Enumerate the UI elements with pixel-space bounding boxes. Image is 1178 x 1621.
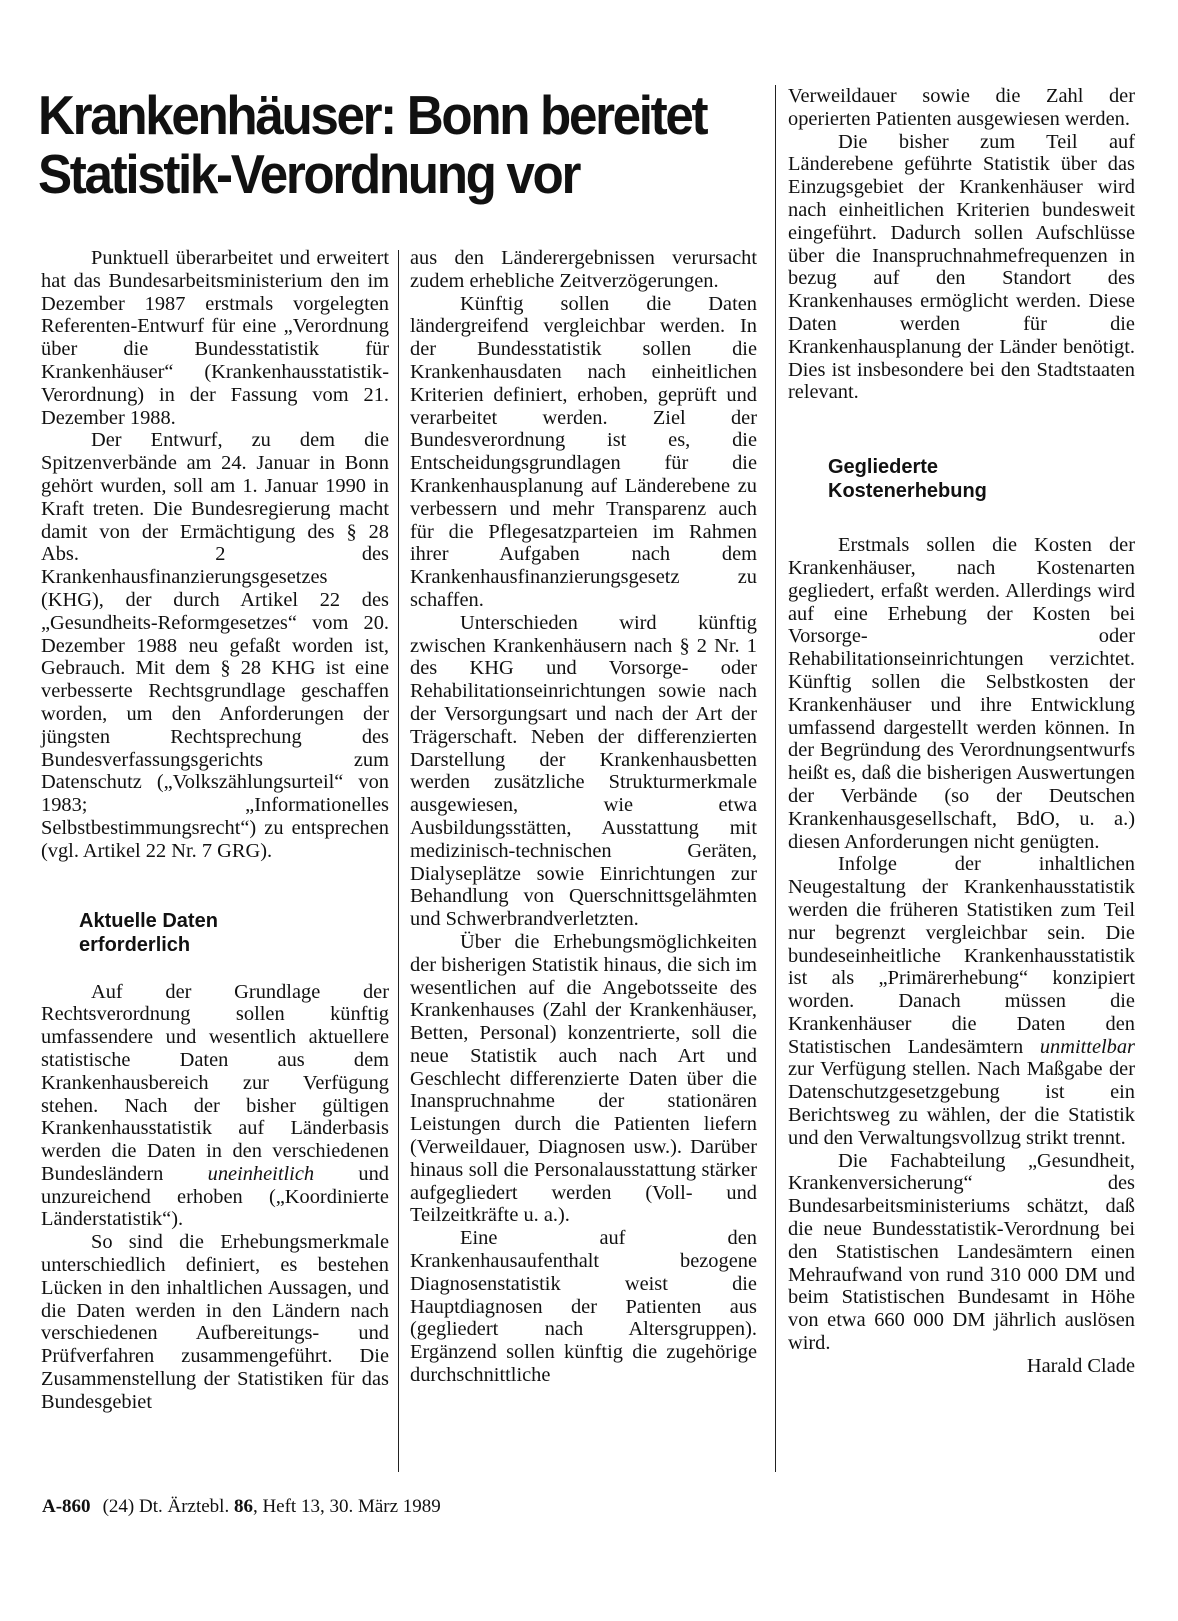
- paragraph-text: Infolge der inhaltlichen Neugestaltung der Krankenhausstatistik werden die früheren Statistiken zum Teil nur begrenzt vergleichbar sein. Die bundeseinheitliche Krankenhausstatistik ist als „Primärerhebung“ konzipiert worden. Danach müssen die Krankenhäuser die Daten den Statistischen Landesämtern: [788, 853, 1135, 1058]
- paragraph: [788, 853, 1135, 1149]
- paragraph: Punktuell überarbeitet und erweitert hat das Bundesarbeitsministerium den im Dezember 1987 erstmals vorgelegten Referenten-Entwurf für eine „Verordnung über die Bundesstatistik für Krankenhäuser“ (Krankenhausstatistik-Verordnung) in der Fassung vom 21. Dezember 1988.: [41, 247, 389, 429]
- paragraph: Über die Erhebungsmöglichkeiten der bisherigen Statistik hinaus, die sich im wesentlichen auf die Angebotsseite des Krankenhauses (Zahl der Krankenhäuser, Betten, Personal) konzentrierte, soll die neue Statistik auch nach Art und Geschlecht differenzierte Daten über die Inanspruchnahme der stationären Leistungen durch die Patienten liefern (Verweildauer, Diagnosen usw.). Darüber hinaus soll die Personalausstattung stärker aufgegliedert werden (Voll- und Teilzeitkräfte u. a.).: [410, 930, 757, 1227]
- paragraph: Künftig sollen die Daten ländergreifend vergleichbar werden. In der Bundesstatistik sollen die Krankenhausdaten nach einheitlichen Kriterien definiert, erhoben, geprüft und verarbeitet werden. Ziel der Bundesverordnung ist es, die Entscheidungsgrundlagen für die Krankenhausplanung auf Länderebene zu verbessern und mehr Transparenz auch für die Pflegesatzparteien im Rahmen ihrer Aufgaben nach dem Krankenhausfinanzierungsgesetz zu schaffen.: [410, 292, 757, 611]
- subheading-aktuelle-daten: [41, 909, 389, 957]
- column-divider-1: [398, 250, 399, 1472]
- article-column-2: [410, 247, 757, 1387]
- paragraph: Die bisher zum Teil auf Länderebene geführte Statistik über das Einzugsgebiet der Krankenhäuser wird nach einheitlichen Kriterien bundesweit eingeführt. Dadurch sollen Aufschlüsse über die Inanspruchnahmefrequenzen in bezug auf den Standort des Krankenhauses ermöglicht werden. Diese Daten werden für die Krankenhausplanung der Länder benötigt. Dies ist insbesondere bei den Stadtstaaten relevant.: [788, 130, 1135, 404]
- subheading-gegliederte-kostenerhebung: [788, 455, 1135, 503]
- emphasis-text: unmittelbar: [1039, 1035, 1135, 1058]
- page-footer: [42, 1496, 441, 1518]
- page-code: A-860: [42, 1496, 91, 1517]
- paragraph: Die Fachabteilung „Gesundheit, Krankenversicherung“ des Bundesarbeitsministeriums schätzt, daß die neue Bundesstatistik-Verordnung bei den Statistischen Landesämtern einen Mehraufwand von rund 310 000 DM und beim Statistischen Bundesamt in Höhe von etwa 660 000 DM jährlich auslösen wird.: [788, 1149, 1135, 1355]
- footer-reference-rest: , Heft 13, 30. März 1989: [252, 1496, 441, 1517]
- paragraph-text: und unzureichend erhoben („Koordinierte Länderstatistik“).: [41, 1162, 389, 1231]
- emphasis-text: uneinheitlich: [207, 1162, 315, 1185]
- footer-reference: (24) Dt. Ärztebl.: [102, 1496, 234, 1517]
- column-divider-2: [775, 85, 776, 1472]
- paragraph: Der Entwurf, zu dem die Spitzenverbände am 24. Januar in Bonn gehört wurden, soll am 1. Januar 1990 in Kraft treten. Die Bundesregierung macht damit von der Ermächtigung des § 28 Abs. 2 des Krankenhausfinanzierungsgesetzes (KHG), der durch Artikel 22 des „Gesundheits-Reformgesetzes“ vom 20. Dezember 1988 neu gefaßt worden ist, Gebrauch. Mit dem § 28 KHG ist eine verbesserte Rechtsgrundlage geschaffen worden, um den Anforderungen der jüngsten Rechtsprechung des Bundesverfassungsgerichts zum Datenschutz („Volkszählungsurteil“ von 1983; „Informationelles Selbstbestimmungsrecht“) zu entsprechen (vgl. Artikel 22 Nr. 7 GRG).: [41, 429, 389, 862]
- paragraph-text: zur Verfügung stellen. Nach Maßgabe der Datenschutzgesetzgebung ist ein Berichtsweg zu wählen, der die Statistik und den Verwaltungsvollzug strikt trennt.: [788, 1058, 1135, 1149]
- author-signature: Harald Clade: [1026, 1354, 1135, 1377]
- headline-line-2: Statistik-Verordnung vor: [38, 143, 580, 205]
- subheading-line-2: erforderlich: [79, 933, 191, 956]
- article-column-1: [41, 247, 389, 1414]
- paragraph: Eine auf den Krankenhausaufenthalt bezogene Diagnosenstatistik weist die Hauptdiagnosen der Patienten aus (gegliedert nach Altersgruppen). Ergänzend sollen künftig die zugehörige durchschnittliche: [410, 1227, 757, 1387]
- subheading-line-2: Kostenerhebung: [828, 480, 987, 503]
- paragraph: [41, 981, 389, 1232]
- paragraph: So sind die Erhebungsmerkmale unterschiedlich definiert, es bestehen Lücken in den inhaltlichen Aussagen, und die Daten werden in den Ländern nach verschiedenen Aufbereitungs- und Prüfverfahren zusammengeführt. Die Zusammenstellung der Statistiken für das Bundesgebiet: [41, 1231, 389, 1413]
- subheading-line-1: Aktuelle Daten: [79, 909, 218, 932]
- article-headline: [38, 86, 726, 204]
- paragraph-text: Auf der Grundlage der Rechtsverordnung sollen künftig umfassendere und wesentlich aktuellere statistische Daten aus dem Krankenhausbereich zur Verfügung stehen. Nach der bisher gültigen Krankenhausstatistik auf Länderbasis werden die Daten in den verschiedenen Bundesländern: [41, 980, 389, 1185]
- footer-volume: 86: [233, 1496, 253, 1517]
- subheading-line-1: Gegliederte: [828, 456, 939, 479]
- paragraph: aus den Länderergebnissen verursacht zudem erhebliche Zeitverzögerungen.: [410, 247, 757, 292]
- article-column-3: [788, 85, 1135, 1378]
- paragraph: Erstmals sollen die Kosten der Krankenhäuser, nach Kostenarten gegliedert, erfaßt werden. Allerdings wird auf eine Erhebung der Kosten bei Vorsorge- oder Rehabilitationseinrichtungen verzichtet. Künftig sollen die Selbstkosten der Krankenhäuser und ihre Entwicklung umfassend dargestellt werden können. In der Begründung des Verordnungsentwurfs heißt es, daß die bisherigen Auswertungen der Verbände (so der Deutschen Krankenhausgesellschaft, BdO, u. a.) diesen Anforderungen nicht genügten.: [788, 534, 1135, 853]
- headline-line-1: Krankenhäuser: Bonn bereitet: [38, 84, 707, 146]
- paragraph: Unterschieden wird künftig zwischen Krankenhäusern nach § 2 Nr. 1 des KHG und Vorsorge- oder Rehabilitationseinrichtungen sowie nach der Versorgungsart und nach der Art der Trägerschaft. Neben der differenzierten Darstellung der Krankenhausbetten werden zusätzliche Strukturmerkmale ausgewiesen, wie etwa Ausbildungsstätten, Ausstattung mit medizinisch-technischen Geräten, Dialyseplätze sowie Einrichtungen zur Behandlung von Querschnittsgelähmten und Schwerbrandverletzten.: [410, 611, 757, 931]
- paragraph: Verweildauer sowie die Zahl der operierten Patienten ausgewiesen werden.: [788, 85, 1135, 130]
